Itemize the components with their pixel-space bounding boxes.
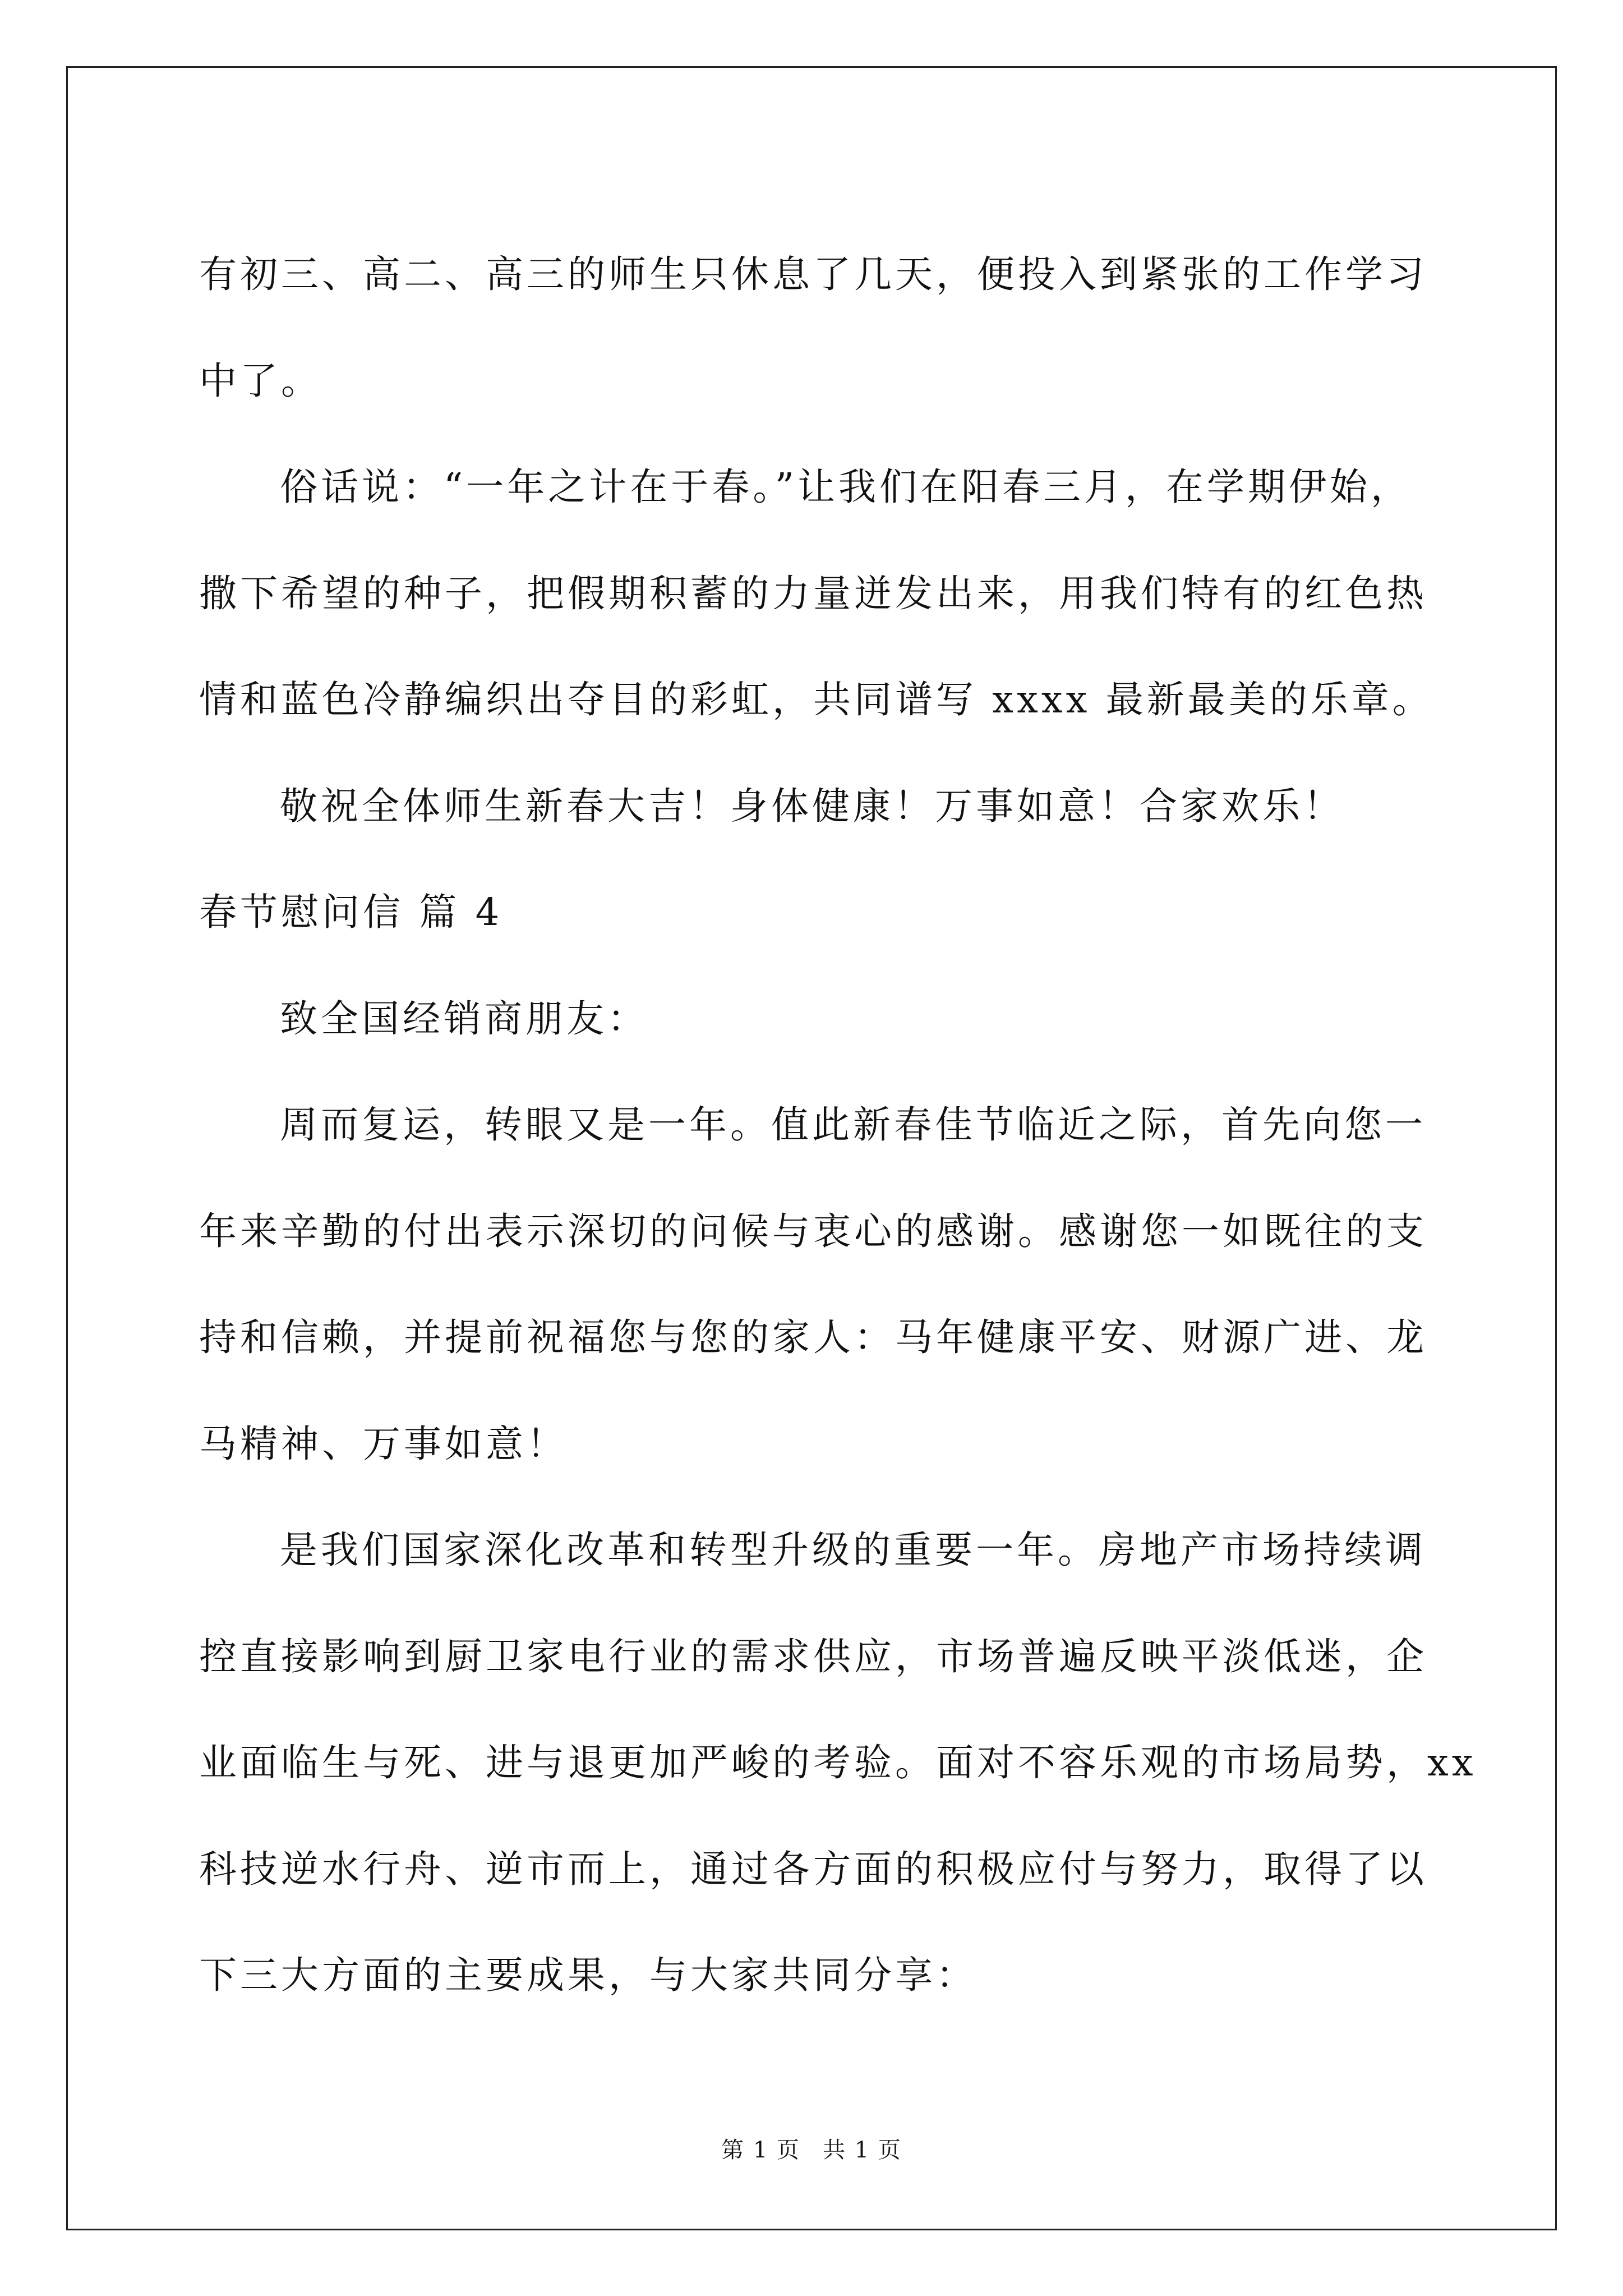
text-line: 敬祝全体师生新春大吉！身体健康！万事如意！合家欢乐！	[280, 784, 1344, 828]
text-line: 中了。	[199, 358, 322, 403]
text-line: 情和蓝色冷静编织出夺目的彩虹，共同谱写 xxxx 最新最美的乐章。	[199, 678, 1433, 721]
text-line: 持和信赖，并提前祝福您与您的家人：马年健康平安、财源广进、龙	[199, 1315, 1427, 1359]
section-heading: 春节慰问信 篇 4	[199, 890, 503, 934]
text-line: 控直接影响到厨卫家电行业的需求供应，市场普遍反映平淡低迷，企	[199, 1634, 1427, 1678]
text-line: 有初三、高二、高三的师生只休息了几天，便投入到紧张的工作学习	[199, 252, 1427, 296]
salutation: 致全国经销商朋友：	[280, 996, 648, 1041]
text-line: 俗话说：“一年之计在于春。”让我们在阳春三月，在学期伊始，	[280, 465, 1412, 509]
text-line: 业面临生与死、进与退更加严峻的考验。面对不容乐观的市场局势，xx	[199, 1741, 1477, 1784]
page-footer	[0, 2136, 1623, 2164]
text-line: 马精神、万事如意！	[199, 1421, 568, 1466]
page-number: 第 1 页	[721, 2137, 800, 2163]
text-line: 科技逆水行舟、逆市而上，通过各方面的积极应付与努力，取得了以	[199, 1847, 1427, 1891]
page-count: 共 1 页	[823, 2137, 902, 2163]
text-line: 是我们国家深化改革和转型升级的重要一年。房地产市场持续调	[280, 1528, 1426, 1572]
text-line: 周而复运，转眼又是一年。值此新春佳节临近之际，首先向您一	[280, 1103, 1426, 1147]
document-body	[199, 222, 1477, 2029]
text-line: 年来辛勤的付出表示深切的问候与衷心的感谢。感谢您一如既往的支	[199, 1209, 1427, 1253]
text-line: 下三大方面的主要成果，与大家共同分享：	[199, 1953, 977, 1997]
text-line: 撒下希望的种子，把假期积蓄的力量迸发出来，用我们特有的红色热	[199, 571, 1427, 615]
